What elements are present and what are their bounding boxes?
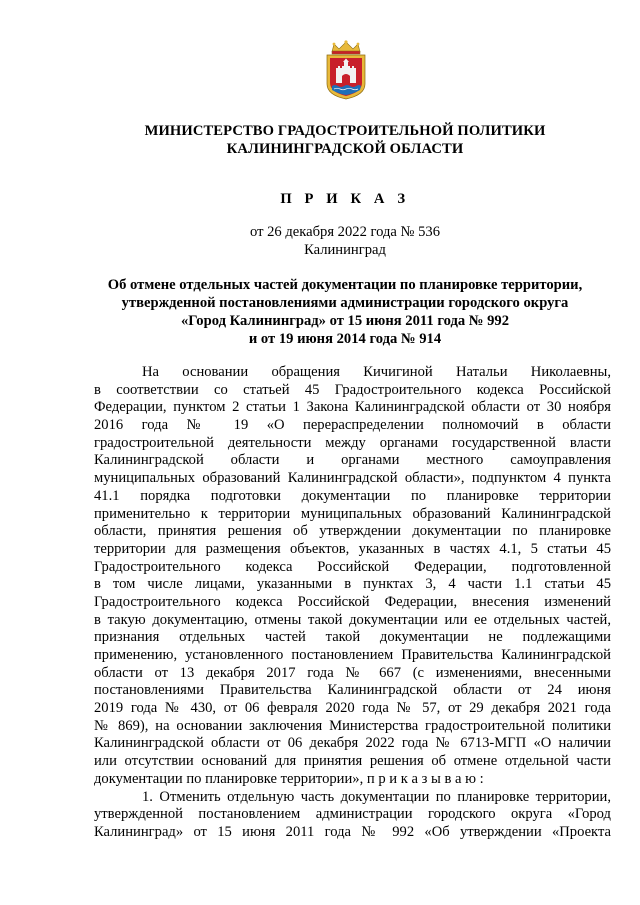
body-line: муниципальных образований Калининградской области», подпунктом 4 пункта xyxy=(94,470,611,487)
body-line: применению, установленного постановлением Правительства Калининградской xyxy=(94,647,611,663)
order-body xyxy=(94,364,611,842)
body-line: в том числе лицами, указанными в пунктах 3, 4 части 1.1 статьи 45 xyxy=(94,576,611,593)
body-line: На основании обращения Кичигиной Натальи Николаевны, xyxy=(142,364,611,380)
body-line: Градостроительного кодекса Российской Федерации, внесения изменений xyxy=(94,593,611,610)
coat-of-arms-icon xyxy=(323,40,369,100)
body-line: постановлениями Правительства Калининградской области от 24 июня xyxy=(94,682,611,699)
order-date-number: от 26 декабря 2022 года № 536 xyxy=(249,224,441,240)
body-line: Федерации, пунктом 2 статьи 1 Закона Калининградской области от 30 ноября xyxy=(94,399,611,416)
body-line: области, принятия решения об утверждении документации по планировке xyxy=(94,523,611,540)
body-line: Калининград» от 15 июня 2011 года № 992 «Об утверждении «Проекта xyxy=(94,823,611,840)
body-line: утвержденной постановлением администрации городского округа «Город xyxy=(94,806,611,823)
body-line: в соответствии со статьей 45 Градостроительного кодекса Российской xyxy=(94,381,611,398)
body-line: 1. Отменить отдельную часть документации по планировке территории, xyxy=(142,788,611,805)
order-city: Калининград xyxy=(304,242,386,258)
body-line: документации по планировке территории», п р и к а з ы в а ю : xyxy=(94,770,484,787)
ministry-name-line-2: КАЛИНИНГРАДСКОЙ ОБЛАСТИ xyxy=(226,141,464,157)
body-line: территории для размещения объектов, указанных в частях 4.1, 5 статьи 45 xyxy=(94,540,611,557)
ministry-name xyxy=(80,122,610,158)
subject-line-2: утвержденной постановлениями администрации городского округа xyxy=(121,295,569,311)
ministry-name-line-1: МИНИСТЕРСТВО ГРАДОСТРОИТЕЛЬНОЙ ПОЛИТИКИ xyxy=(144,123,546,139)
subject-line-4: и от 19 июня 2014 года № 914 xyxy=(248,331,442,347)
body-line: области от 13 декабря 2017 года № 667 (с изменениями, внесенными xyxy=(94,664,611,681)
subject-line-3: «Город Калининград» от 15 июня 2011 года № 992 xyxy=(180,313,509,329)
body-line: Градостроительного кодекса Российской Федерации, подготовленной xyxy=(94,558,611,575)
body-line: 2019 года № 430, от 06 февраля 2020 года № 57, от 29 декабря 2021 года xyxy=(94,700,611,717)
body-line: или отсутствии оснований для принятия решения об отмене отдельной части xyxy=(94,753,611,770)
body-line: 2016 года № 19 «О перераспределении полномочий в области xyxy=(94,417,611,434)
order-title: П Р И К А З xyxy=(280,191,410,207)
order-subject xyxy=(80,276,610,348)
order-meta xyxy=(80,223,610,259)
body-line: в такую документацию, отмены такой документации или ее отдельных частей, xyxy=(94,611,611,628)
body-line: Калининградской области и органами местного самоуправления xyxy=(94,452,611,469)
subject-line-1: Об отмене отдельных частей документации по планировке территории, xyxy=(107,277,583,293)
body-line: Калининградской области от 06 декабря 2022 года № 6713-МГП «О наличии xyxy=(94,735,611,752)
body-line: 41.1 порядка подготовки документации по планировке территории xyxy=(94,487,611,504)
body-line: градостроительной деятельности между органами государственной власти xyxy=(94,434,611,451)
body-line: применительно к территории муниципальных образований Калининградской xyxy=(94,505,611,522)
body-line: признания отдельных частей такой документации не подлежащими xyxy=(94,629,611,646)
body-line: № 869), на основании заключения Министерства градостроительной политики xyxy=(94,717,611,734)
